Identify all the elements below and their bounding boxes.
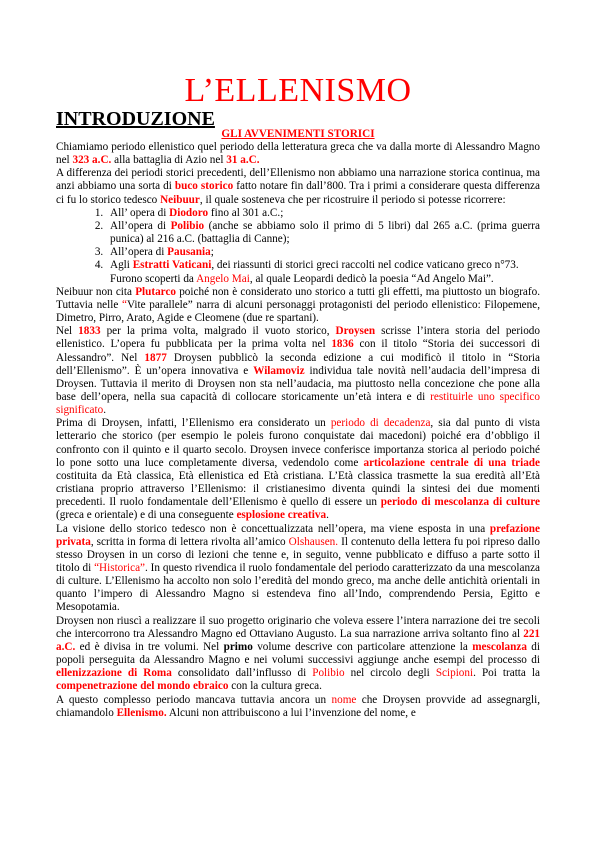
list-item: 1. All’ opera di Diodoro fino al 301 a.C.; — [106, 207, 540, 220]
paragraph-5: Prima di Droysen, infatti, l’Ellenismo era considerato un periodo di decadenza, sia dal punto di vista letterario che storico (per esempio le poleis furono conquistate dai macedoni) poiché era d’obbligo il confronto con il quinto e il quarto secolo. Droysen invece conferisce importanza storica al periodo poiché lo pone sotto una luce completamente diversa, vedendolo come articolazione centrale di una triade costituita da Età classica, Età ellenistica ed Età cristiana. L’Età classica trasmette la sua eredità all’Età cristiana proprio attraverso l’Ellenismo: il cristianesimo diventa quindi la sintesi dei due momenti precedenti. Il ruolo fondamentale dell’Ellenismo è quello di essere un periodo di mescolanza di culture (greca e orientale) e di una conseguente esplosione creativa. — [56, 417, 541, 522]
paragraph-6: La visione dello storico tedesco non è concettualizzata nell’opera, ma viene esposta in una prefazione privata, scritta in forma di lettera rivolta all’amico Olshausen. Il contenuto della lettera fu poi ripreso dallo stesso Droysen in un corso di lezioni che tenne e, in seguito, venne pubblicato e diffuso a parte sotto il titolo di “Historica”. In questo rivendica il ruolo fondamentale del periodo caratterizzato da una mescolanza di culture. L’Ellenismo ha accolto non solo l’eredità del mondo greco, ma anche delle antichità orientali in quanto l’impero di Alessandro Magno si estendeva fino all’Indo, comprendendo Persia, Egitto e Mesopotamia. — [56, 522, 540, 614]
paragraph-3: Neibuur non cita Plutarco poiché non è considerato uno storico a tutti gli effetti, ma piuttosto un biografo. Tuttavia nelle “Vite parallele” narra di alcuni personaggi protagonisti del periodo ellenistico: Filopemene, Dimetro, Pirro, Arato, Agide e Cleomene (due re spartani). — [56, 285, 541, 325]
paragraph-8: A questo complesso periodo mancava tuttavia ancora un nome che Droysen provvide ad assegnargli, chiamandolo Ellenismo. Alcuni non attribuiscono a lui l’invenzione del nome, e — [56, 693, 540, 719]
list-item: 4. Agli Estratti Vaticani, dei riassunti di storici greci raccolti nel codice vaticano greco n°73. — [106, 259, 540, 272]
sources-list — [56, 207, 540, 273]
paragraph-1: Chiamiamo periodo ellenistico quel periodo della letteratura greca che va dalla morte di Alessandro Magno nel 323 a.C. alla battaglia di Azio nel 31 a.C. — [56, 141, 540, 167]
paragraph-4: Nel 1833 per la prima volta, malgrado il vuoto storico, Droysen scrisse l’intera storia del periodo ellenistico. L’opera fu pubblicata per la prima volta nel 1836 con il titolo “Storia dei successori di Alessandro”. Nel 1877 Droysen pubblicò la seconda edizione a cui modificò il titolo in “Storia dell’Ellenismo”. È un’opera innovativa e Wilamoviz individua tale novità nell’audacia dell’impresa di Droysen. Tuttavia il merito di Droysen non sta nell’audacia, ma piuttosto nella concezione che pone alla base dell’opera, nella sua capacità di collocare storicamente un’età intera e di restituirle uno specifico significato. — [56, 325, 540, 417]
paragraph-7: Droysen non riuscì a realizzare il suo progetto originario che voleva essere l’intera narrazione dei tre secoli che intercorrono tra Alessandro Magno ed Ottaviano Augusto. La sua narrazione arriva soltanto fino al 221 a.C. ed è divisa in tre volumi. Nel primo volume descrive con particolare attenzione la mescolanza di popoli perseguita da Alessandro Magno e nei volumi successivi aggiunge anche esempi del processo di ellenizzazione di Roma consolidato dall’influsso di Polibio nel circolo degli Scipioni. Poi tratta la compenetrazione del mondo ebraico con la cultura greca. — [56, 614, 540, 693]
list-item: 3. All’opera di Pausania; — [106, 246, 540, 259]
document-title: L’ELLENISMO — [184, 72, 412, 109]
list-item: 2. All’opera di Polibio (anche se abbiamo solo il primo di 5 libri) dal 265 a.C. (prima guerra punica) al 216 a.C. (battaglia di Canne); — [106, 220, 540, 246]
section-heading: INTRODUZIONE — [56, 108, 215, 130]
paragraph-2: A differenza dei periodi storici precedenti, dell’Ellenismo non abbiamo una narrazione storica continua, ma anzi abbiamo una sorta di buco storico fatto notare fin dall’800. Tra i primi a considerare questa differenza ci fu lo storico tedesco Neibuur, il quale sosteneva che per ricostruire il periodo si potesse ricorrere: — [56, 167, 540, 206]
document-page — [56, 72, 540, 720]
list-item-continuation: Furono scoperti da Angelo Mai, al quale Leopardi dedicò la poesia “Ad Angelo Mai”. — [110, 272, 494, 285]
subsection-heading: GLI AVVENIMENTI STORICI — [221, 128, 375, 140]
